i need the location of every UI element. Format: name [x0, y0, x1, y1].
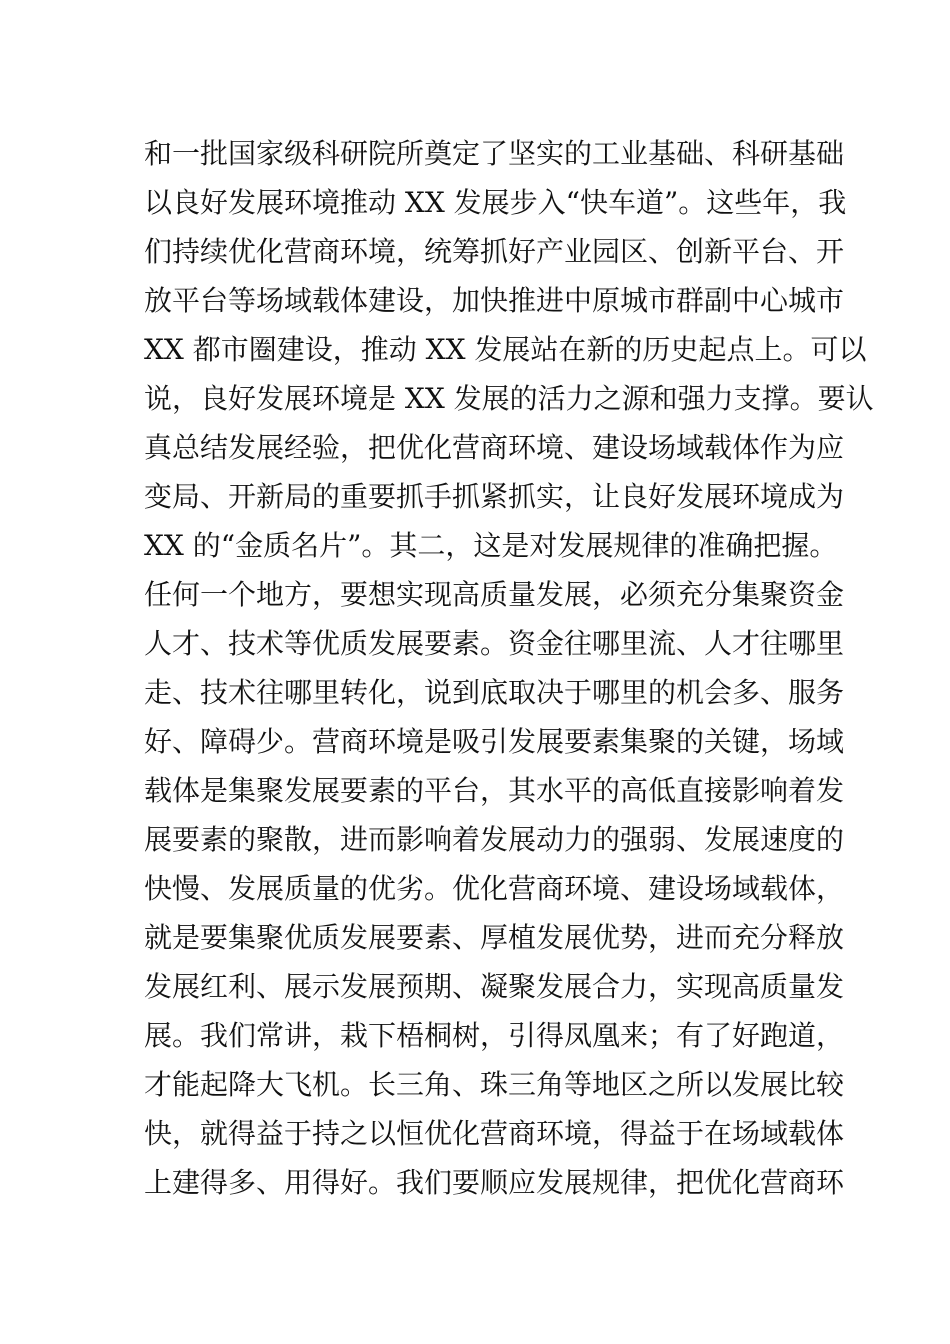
text-line: 们持续优化营商环境，统筹抓好产业园区、创新平台、开	[144, 235, 845, 268]
text-line: 走、技术往哪里转化，说到底取决于哪里的机会多、服务	[144, 676, 845, 709]
text-line: 展。我们常讲，栽下梧桐树，引得凤凰来；有了好跑道，	[144, 1019, 845, 1052]
text-line: 上建得多、用得好。我们要顺应发展规律，把优化营商环	[144, 1166, 845, 1199]
text-line: 就是要集聚优质发展要素、厚植发展优势，进而充分释放	[144, 921, 845, 954]
text-line: 快慢、发展质量的优劣。优化营商环境、建设场域载体，	[144, 872, 845, 905]
text-line: 人才、技术等优质发展要素。资金往哪里流、人才往哪里	[144, 627, 845, 660]
text-line: 和一批国家级科研院所奠定了坚实的工业基础、科研基础	[144, 137, 845, 170]
text-line: 任何一个地方，要想实现高质量发展，必须充分集聚资金	[144, 578, 845, 611]
text-line: 放平台等场域载体建设，加快推进中原城市群副中心城市	[144, 284, 845, 317]
body-text	[144, 129, 874, 1207]
text-line: 好、障碍少。营商环境是吸引发展要素集聚的关键，场域	[144, 725, 845, 758]
text-line: 发展红利、展示发展预期、凝聚发展合力，实现高质量发	[144, 970, 845, 1003]
text-line: 载体是集聚发展要素的平台，其水平的高低直接影响着发	[144, 774, 845, 807]
text-line: 快，就得益于持之以恒优化营商环境，得益于在场域载体	[144, 1117, 845, 1150]
text-line: 展要素的聚散，进而影响着发展动力的强弱、发展速度的	[144, 823, 845, 856]
text-line: 真总结发展经验，把优化营商环境、建设场域载体作为应	[144, 431, 845, 464]
text-line: 说，良好发展环境是 XX 发展的活力之源和强力支撑。要认	[144, 382, 874, 415]
text-line: 才能起降大飞机。长三角、珠三角等地区之所以发展比较	[144, 1068, 845, 1101]
text-line: 变局、开新局的重要抓手抓紧抓实，让良好发展环境成为	[144, 480, 845, 513]
text-line: XX 的“金质名片”。其二，这是对发展规律的准确把握。	[144, 529, 838, 562]
text-line: XX 都市圈建设，推动 XX 发展站在新的历史起点上。可以	[144, 333, 867, 366]
text-line: 以良好发展环境推动 XX 发展步入“快车道”。这些年，我	[144, 186, 847, 219]
